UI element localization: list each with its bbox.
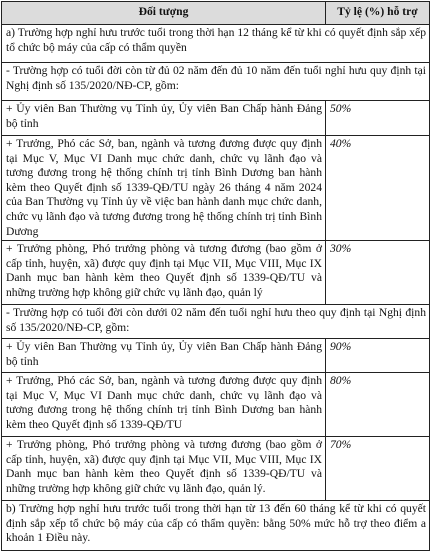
table-row: [2, 241, 430, 305]
header-subject: Đối tượng: [2, 2, 326, 25]
row-rate: 40%: [326, 136, 430, 241]
section-b-text: b) Trường hợp nghỉ hưu trước tuổi trong thời hạn từ 13 đến 60 tháng kể từ khi có quyết định sắp xếp tổ chức bộ máy của cấp có thẩm quyền: bằng 50% mức hỗ trợ theo điểm a khoản 1 Điều này.: [2, 501, 430, 551]
table-row: [2, 437, 430, 501]
row-subject: + Trưởng, Phó các Sở, ban, ngành và tương đương được quy định tại Mục V, Mục VI Danh mục chức danh, chức vụ lãnh đạo và tương đương trong hệ thống chính trị tỉnh Bình Dương ban hành kèm theo Quyết định số 1339-QĐ/TU ngày 26 tháng 4 năm 2024 của Ban Thường vụ Tỉnh ủy về việc ban hành danh mục chức danh, chức vụ lãnh đạo và tương đương trong hệ thống chính trị tỉnh Bình Dương: [2, 136, 326, 241]
table-row: [2, 25, 430, 63]
row-rate: 80%: [326, 373, 430, 437]
row-rate: 50%: [326, 101, 430, 136]
row-rate: 90%: [326, 339, 430, 373]
table-row: [2, 136, 430, 241]
row-subject: + Trưởng phòng, Phó trưởng phòng và tương đương (bao gồm ở cấp tỉnh, huyện, xã) được quy định tại Mục VII, Mục VIII, Mục IX Danh mục ban hành kèm theo Quyết định số 1339-QĐ/TU và những trường hợp không giữ chức vụ lãnh đạo, quản lý: [2, 241, 326, 305]
table-row: [2, 339, 430, 373]
row-subject: + Trưởng, Phó các Sở, ban, ngành và tương đương được quy định tại Mục V, Mục VI Danh mục chức danh, chức vụ lãnh đạo và tương đương trong hệ thống chính trị tỉnh Bình Dương ban hành kèm theo Quyết định số 1339-QĐ/TU: [2, 373, 326, 437]
group-2-to-10-years: - Trường hợp có tuổi đời còn từ đủ 02 năm đến đủ 10 năm đến tuổi nghỉ hưu quy định tại Nghị định số 135/2020/NĐ-CP, gồm:: [2, 63, 430, 101]
table-row: [2, 101, 430, 136]
row-subject: + Trưởng phòng, Phó trưởng phòng và tương đương (bao gồm ở cấp tỉnh, huyện, xã) được quy định tại Mục VII, Mục VIII, Mục IX Danh mục ban hành kèm theo Quyết định số 1339-QĐ/TU và những trường hợp không giữ chức vụ lãnh đạo, quản lý.: [2, 437, 326, 501]
row-rate: 30%: [326, 241, 430, 305]
row-rate: 70%: [326, 437, 430, 501]
table-row: [2, 63, 430, 101]
section-a-heading: a) Trường hợp nghỉ hưu trước tuổi trong thời hạn 12 tháng kể từ khi có quyết định sắp xếp tổ chức bộ máy của cấp có thẩm quyền: [2, 25, 430, 63]
support-rate-table: [1, 1, 430, 551]
header-rate: Tỷ lệ (%) hỗ trợ: [326, 2, 430, 25]
row-subject: + Ủy viên Ban Thường vụ Tỉnh ủy, Ủy viên Ban Chấp hành Đảng bộ tỉnh: [2, 339, 326, 373]
group-under-2-years: - Trường hợp có tuổi đời còn dưới 02 năm đến tuổi nghỉ hưu theo quy định tại Nghị định số 135/2020/NĐ-CP, gồm:: [2, 305, 430, 339]
table-header-row: [2, 2, 430, 25]
table-row: [2, 501, 430, 551]
table-row: [2, 373, 430, 437]
row-subject: + Ủy viên Ban Thường vụ Tỉnh ủy, Ủy viên Ban Chấp hành Đảng bộ tỉnh: [2, 101, 326, 136]
table-row: [2, 305, 430, 339]
